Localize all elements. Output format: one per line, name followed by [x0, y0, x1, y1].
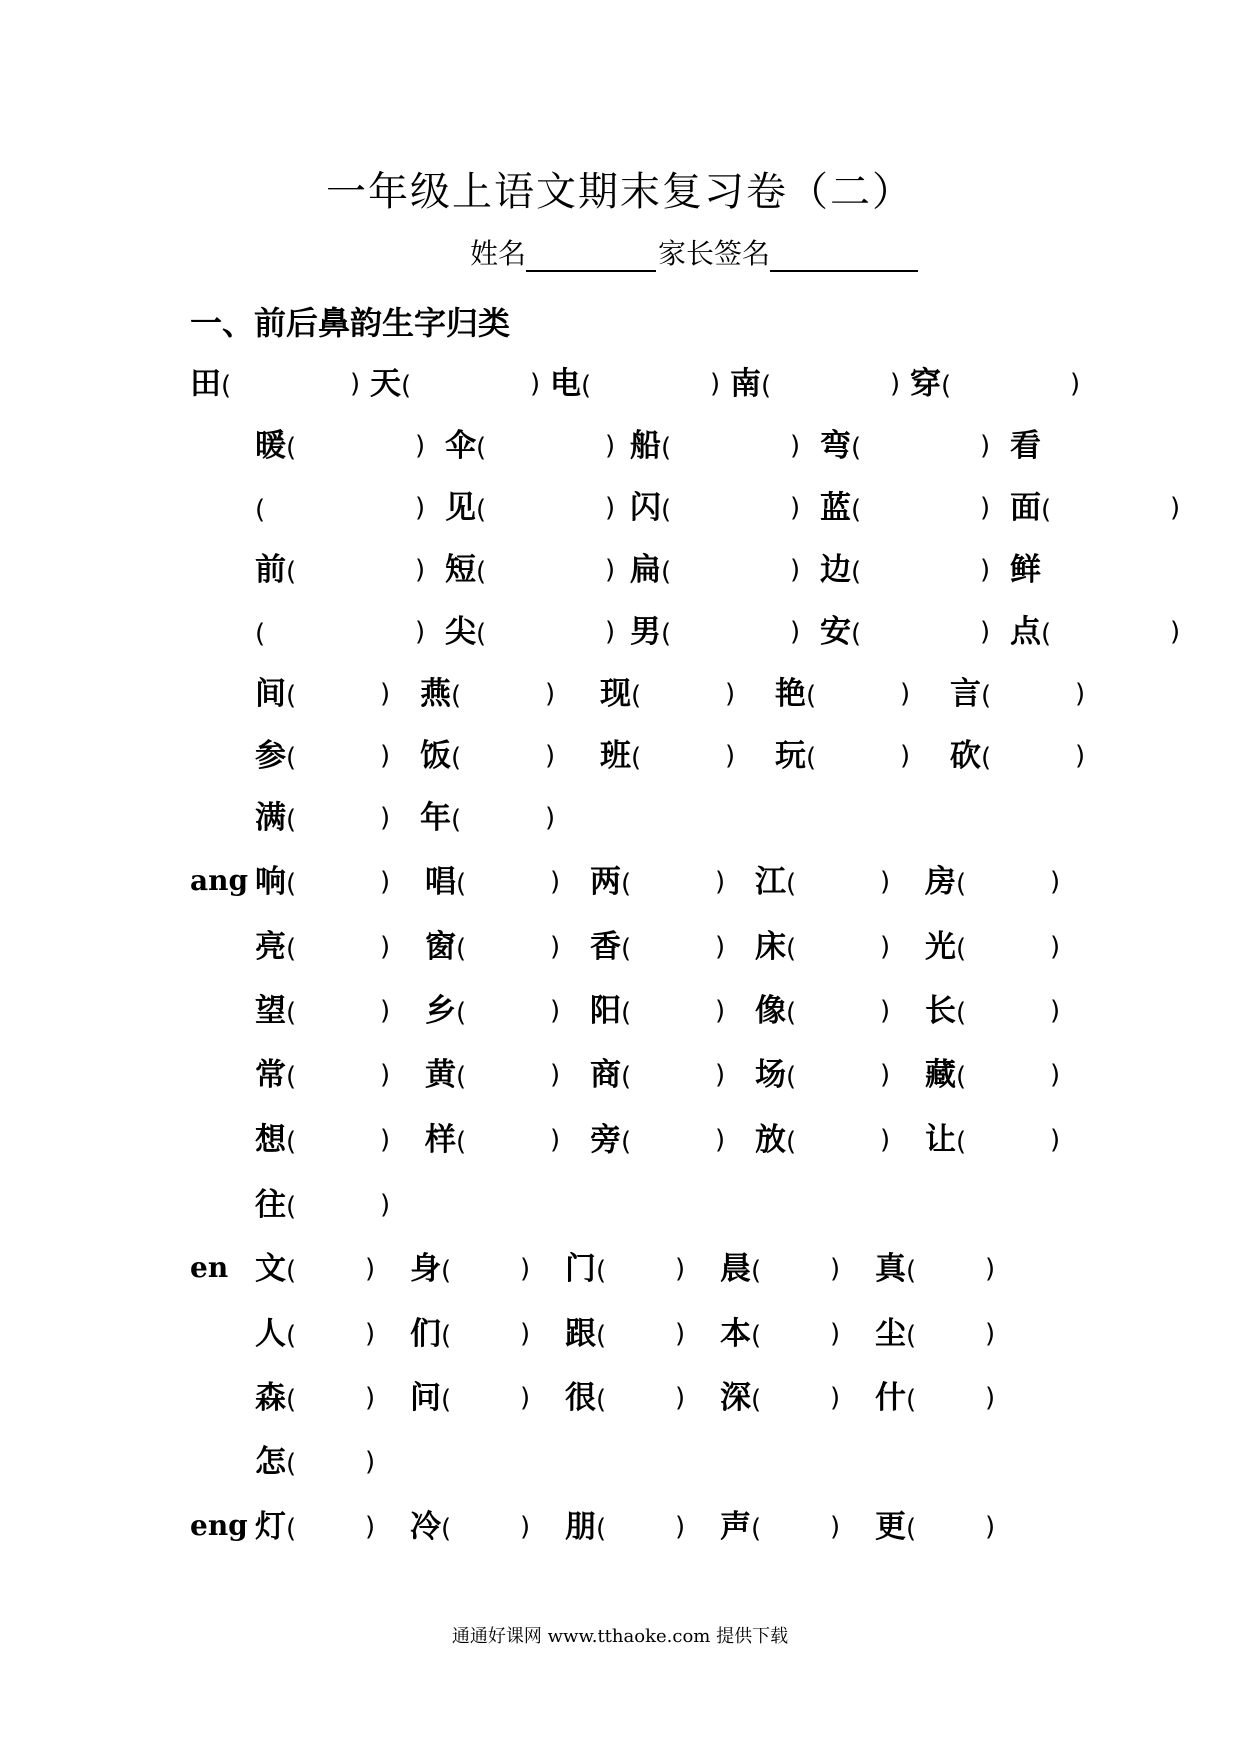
character: 黄 — [425, 1057, 456, 1093]
answer-blank-close: ) — [1170, 617, 1181, 647]
answer-blank-close: ) — [980, 431, 991, 461]
answer-blank-close: ) — [980, 555, 991, 585]
character-blank-item[interactable]: 常( — [255, 1057, 297, 1093]
character: 望 — [255, 993, 286, 1029]
character-blank-item[interactable]: 前( — [255, 552, 297, 588]
answer-blank-close: ) — [1050, 932, 1061, 962]
character-blank-item[interactable]: 房( — [925, 864, 967, 900]
answer-blank-close: ) — [715, 996, 726, 1026]
character: 长 — [925, 993, 956, 1029]
character: 乡 — [425, 993, 456, 1029]
answer-blank-close: ) — [790, 617, 801, 647]
answer-blank-close: ) — [1075, 679, 1086, 709]
answer-blank-close: ) — [900, 679, 911, 709]
answer-blank-close: ) — [545, 679, 556, 709]
answer-blank-close: ) — [725, 679, 736, 709]
character-blank-item[interactable]: 场( — [755, 1057, 797, 1093]
character: 言 — [950, 676, 981, 712]
character-blank-item[interactable]: 朋( — [565, 1509, 607, 1545]
character: 深 — [720, 1380, 751, 1416]
character: 很 — [565, 1380, 596, 1416]
answer-blank-close: ) — [1170, 493, 1181, 523]
character: 亮 — [255, 929, 286, 965]
character-blank-item[interactable]: 参( — [255, 738, 297, 774]
character-blank-item[interactable]: 样( — [425, 1122, 467, 1158]
character-blank-item[interactable]: 本( — [720, 1316, 762, 1352]
character-blank-item[interactable]: 望( — [255, 993, 297, 1029]
character: 两 — [590, 864, 621, 900]
section-title: 一、前后鼻韵生字归类 — [190, 304, 511, 342]
character: 冷 — [410, 1509, 441, 1545]
character-blank-item[interactable]: 穿( — [910, 366, 952, 402]
character: 森 — [255, 1380, 286, 1416]
character-blank-item[interactable]: 阳( — [590, 993, 632, 1029]
character: 怎 — [255, 1444, 286, 1480]
character: 商 — [590, 1057, 621, 1093]
character: 参 — [255, 738, 286, 774]
character: 蓝 — [820, 490, 851, 526]
character-blank-item[interactable]: 现( — [600, 676, 642, 712]
character: 想 — [255, 1122, 286, 1158]
answer-blank-close: ) — [365, 1383, 376, 1413]
answer-blank-close: ) — [380, 1125, 391, 1155]
character: 燕 — [420, 676, 451, 712]
name-blank[interactable] — [526, 240, 656, 272]
character-blank-item[interactable]: 商( — [590, 1057, 632, 1093]
character-blank-item[interactable]: 响( — [255, 864, 297, 900]
character: 尘 — [875, 1316, 906, 1352]
character-blank-item[interactable]: 见( — [445, 490, 487, 526]
character-blank-item[interactable]: 边( — [820, 552, 862, 588]
character: 饭 — [420, 738, 451, 774]
answer-blank-close: ) — [675, 1319, 686, 1349]
character: 让 — [925, 1122, 956, 1158]
character-blank-item[interactable]: 深( — [720, 1380, 762, 1416]
character: 艳 — [775, 676, 806, 712]
answer-blank-close: ) — [715, 932, 726, 962]
answer-blank-close: ) — [675, 1254, 686, 1284]
character: 人 — [255, 1316, 286, 1352]
character: 放 — [755, 1122, 786, 1158]
answer-blank-close: ) — [520, 1254, 531, 1284]
character: 身 — [410, 1251, 441, 1287]
character: 问 — [410, 1380, 441, 1416]
character: 朋 — [565, 1509, 596, 1545]
answer-blank-close: ) — [985, 1319, 996, 1349]
answer-blank-close: ) — [530, 369, 541, 399]
character-blank-item[interactable]: 唱( — [425, 864, 467, 900]
answer-blank-close: ) — [880, 1060, 891, 1090]
character-blank-item[interactable]: 更( — [875, 1509, 917, 1545]
character-blank-item[interactable]: 蓝( — [820, 490, 862, 526]
character-blank-item[interactable]: 电( — [550, 366, 592, 402]
character: 本 — [720, 1316, 751, 1352]
answer-blank-close: ) — [980, 493, 991, 523]
answer-blank-close: ) — [365, 1447, 376, 1477]
answer-blank-close: ) — [380, 1060, 391, 1090]
character: 班 — [600, 738, 631, 774]
character: 样 — [425, 1122, 456, 1158]
name-signature-bar — [470, 232, 918, 272]
name-label: 姓名 — [470, 237, 527, 270]
answer-blank-close: ) — [880, 996, 891, 1026]
answer-blank-close: ) — [415, 555, 426, 585]
character: 南 — [730, 366, 761, 402]
answer-blank-close: ) — [675, 1383, 686, 1413]
character: 前 — [255, 552, 286, 588]
character-blank-item[interactable]: 声( — [720, 1509, 762, 1545]
answer-blank-close: ) — [380, 741, 391, 771]
answer-blank-close: ) — [1050, 867, 1061, 897]
character-blank-item[interactable]: 面( — [1010, 490, 1052, 526]
answer-blank-close: ) — [520, 1512, 531, 1542]
character: 门 — [565, 1251, 596, 1287]
character: 短 — [445, 552, 476, 588]
character-blank-item[interactable]: 点( — [1010, 614, 1052, 650]
character-blank-item[interactable]: ( — [255, 619, 266, 649]
answer-blank-close: ) — [545, 803, 556, 833]
answer-blank-close: ) — [545, 741, 556, 771]
character: 唱 — [425, 864, 456, 900]
character: 真 — [875, 1251, 906, 1287]
character-blank-item[interactable]: 两( — [590, 864, 632, 900]
character: 闪 — [630, 490, 661, 526]
character: 文 — [255, 1251, 286, 1287]
answer-blank-close: ) — [415, 431, 426, 461]
character: 年 — [420, 800, 451, 836]
rime-label: ang — [190, 864, 249, 897]
answer-blank-close: ) — [985, 1383, 996, 1413]
answer-blank-close: ) — [830, 1319, 841, 1349]
character-blank-item[interactable]: 尖( — [445, 614, 487, 650]
character-blank-item[interactable]: 天( — [370, 366, 412, 402]
answer-blank-close: ) — [890, 369, 901, 399]
answer-blank-close: ) — [550, 867, 561, 897]
character: 间 — [255, 676, 286, 712]
answer-blank-close: ) — [380, 1190, 391, 1220]
character-blank-item[interactable]: 文( — [255, 1251, 297, 1287]
character: 晨 — [720, 1251, 751, 1287]
character-blank-item[interactable]: 暖( — [255, 428, 297, 464]
character: 响 — [255, 864, 286, 900]
character: 安 — [820, 614, 851, 650]
answer-blank-close: ) — [550, 1125, 561, 1155]
answer-blank-close: ) — [380, 803, 391, 833]
answer-blank-close: ) — [605, 431, 616, 461]
character-blank-item[interactable]: 长( — [925, 993, 967, 1029]
character: 们 — [410, 1316, 441, 1352]
answer-blank-close: ) — [415, 493, 426, 523]
answer-blank-close: ) — [790, 493, 801, 523]
answer-blank-close: ) — [710, 369, 721, 399]
answer-blank-close: ) — [605, 493, 616, 523]
character-blank-item[interactable]: 弯( — [820, 428, 862, 464]
character-blank-item[interactable]: 什( — [875, 1380, 917, 1416]
answer-blank-close: ) — [985, 1512, 996, 1542]
answer-blank-close: ) — [380, 679, 391, 709]
character-blank-item[interactable]: 扁( — [630, 552, 672, 588]
answer-blank-close: ) — [350, 369, 361, 399]
character: 尖 — [445, 614, 476, 650]
character-blank-item[interactable]: 人( — [255, 1316, 297, 1352]
character-blank-item[interactable]: ( — [255, 495, 266, 525]
answer-blank-close: ) — [900, 741, 911, 771]
character-blank-item[interactable]: 藏( — [925, 1057, 967, 1093]
character-blank-item[interactable]: 让( — [925, 1122, 967, 1158]
character: 边 — [820, 552, 851, 588]
answer-blank-close: ) — [520, 1383, 531, 1413]
character: 常 — [255, 1057, 286, 1093]
character-blank-item[interactable]: 晨( — [720, 1251, 762, 1287]
footer: 通通好课网 www.tthaoke.com 提供下载 — [451, 1626, 789, 1647]
character: 男 — [630, 614, 661, 650]
answer-blank-close: ) — [790, 431, 801, 461]
character-blank-item[interactable]: 灯( — [255, 1509, 297, 1545]
answer-blank-close: ) — [365, 1512, 376, 1542]
parent-signature-blank[interactable] — [770, 240, 918, 272]
character: 电 — [550, 366, 581, 402]
character: 房 — [925, 864, 956, 900]
character-blank-item[interactable]: 饭( — [420, 738, 462, 774]
character-blank-item[interactable]: 满( — [255, 800, 297, 836]
answer-blank-close: ) — [605, 617, 616, 647]
character-blank-item[interactable]: 真( — [875, 1251, 917, 1287]
character-blank-item[interactable]: 冷( — [410, 1509, 452, 1545]
answer-blank-close: ) — [830, 1512, 841, 1542]
character-blank-item[interactable]: 南( — [730, 366, 772, 402]
character-blank-item[interactable]: 短( — [445, 552, 487, 588]
character: 阳 — [590, 993, 621, 1029]
answer-blank-close: ) — [1050, 1125, 1061, 1155]
character-blank-item[interactable]: 们( — [410, 1316, 452, 1352]
character-blank-item[interactable]: 男( — [630, 614, 672, 650]
character: 鲜 — [1010, 552, 1041, 588]
character: 天 — [370, 366, 401, 402]
character-blank-item[interactable]: 问( — [410, 1380, 452, 1416]
character: 更 — [875, 1509, 906, 1545]
character-blank-item[interactable]: 船( — [630, 428, 672, 464]
character-blank-item[interactable]: 窗( — [425, 929, 467, 965]
character-blank-item[interactable]: 江( — [755, 864, 797, 900]
character-blank-item[interactable]: 怎( — [255, 1444, 297, 1480]
answer-blank-close: ) — [605, 555, 616, 585]
character-blank-item[interactable]: 燕( — [420, 676, 462, 712]
character-blank-item[interactable]: 安( — [820, 614, 862, 650]
answer-blank-close: ) — [380, 867, 391, 897]
character: 点 — [1010, 614, 1041, 650]
character: 光 — [925, 929, 956, 965]
character-blank-item[interactable]: 跟( — [565, 1316, 607, 1352]
character-blank-item[interactable]: 放( — [755, 1122, 797, 1158]
character: 暖 — [255, 428, 286, 464]
character: 像 — [755, 993, 786, 1029]
answer-blank-close: ) — [415, 617, 426, 647]
character-blank-item[interactable]: 田( — [190, 366, 232, 402]
character: 见 — [445, 490, 476, 526]
answer-blank-close: ) — [380, 932, 391, 962]
character: 看 — [1010, 428, 1041, 464]
answer-blank-close: ) — [980, 617, 991, 647]
character: 旁 — [590, 1122, 621, 1158]
character: 现 — [600, 676, 631, 712]
answer-blank-close: ) — [715, 1060, 726, 1090]
character: 灯 — [255, 1509, 286, 1545]
answer-blank-close: ) — [380, 996, 391, 1026]
character-blank-item[interactable]: 年( — [420, 800, 462, 836]
character: 满 — [255, 800, 286, 836]
character: 江 — [755, 864, 786, 900]
answer-blank-close: ) — [880, 867, 891, 897]
character-blank-item[interactable]: 亮( — [255, 929, 297, 965]
character: 面 — [1010, 490, 1041, 526]
character-blank-item[interactable]: 黄( — [425, 1057, 467, 1093]
character-blank-item[interactable]: 像( — [755, 993, 797, 1029]
character: 船 — [630, 428, 661, 464]
rime-label: eng — [190, 1509, 248, 1542]
character: 弯 — [820, 428, 851, 464]
character-blank-item[interactable]: 床( — [755, 929, 797, 965]
answer-blank-close: ) — [520, 1319, 531, 1349]
answer-blank-close: ) — [830, 1383, 841, 1413]
character: 田 — [190, 366, 221, 402]
character-blank-item[interactable]: 很( — [565, 1380, 607, 1416]
character-blank-item[interactable]: 乡( — [425, 993, 467, 1029]
character: 跟 — [565, 1316, 596, 1352]
answer-blank-close: ) — [1050, 1060, 1061, 1090]
answer-blank-close: ) — [1075, 741, 1086, 771]
answer-blank-close: ) — [725, 741, 736, 771]
character-blank-item[interactable]: 砍( — [950, 738, 992, 774]
answer-blank-close: ) — [365, 1319, 376, 1349]
character-blank-item[interactable]: 光( — [925, 929, 967, 965]
character: 场 — [755, 1057, 786, 1093]
character: 香 — [590, 929, 621, 965]
character: 砍 — [950, 738, 981, 774]
answer-blank-close: ) — [365, 1254, 376, 1284]
character-blank-item[interactable]: 香( — [590, 929, 632, 965]
character-blank-item[interactable]: 玩( — [775, 738, 817, 774]
answer-blank-close: ) — [790, 555, 801, 585]
character-blank-item[interactable]: 间( — [255, 676, 297, 712]
character-blank-item[interactable] — [1010, 424, 1041, 468]
parent-signature-label: 家长签名 — [658, 237, 771, 270]
character-blank-item[interactable]: 闪( — [630, 490, 672, 526]
rime-label: en — [190, 1251, 229, 1284]
character-blank-item[interactable]: 森( — [255, 1380, 297, 1416]
character: 窗 — [425, 929, 456, 965]
character-blank-item[interactable] — [1010, 548, 1041, 592]
character-blank-item[interactable]: 旁( — [590, 1122, 632, 1158]
answer-blank-close: ) — [880, 932, 891, 962]
answer-blank-close: ) — [715, 1125, 726, 1155]
page-title: 一年级上语文期末复习卷（二） — [326, 169, 914, 215]
character-blank-item[interactable]: 门( — [565, 1251, 607, 1287]
answer-blank-close: ) — [1050, 996, 1061, 1026]
character: 什 — [875, 1380, 906, 1416]
answer-blank-close: ) — [550, 1060, 561, 1090]
character: 声 — [720, 1509, 751, 1545]
character: 玩 — [775, 738, 806, 774]
character-blank-item[interactable]: 身( — [410, 1251, 452, 1287]
answer-blank-close: ) — [715, 867, 726, 897]
answer-blank-close: ) — [985, 1254, 996, 1284]
character-blank-item[interactable]: 往( — [255, 1187, 297, 1223]
character-blank-item[interactable]: 言( — [950, 676, 992, 712]
answer-blank-close: ) — [880, 1125, 891, 1155]
character-blank-item[interactable]: 想( — [255, 1122, 297, 1158]
answer-blank-close: ) — [830, 1254, 841, 1284]
answer-blank-close: ) — [675, 1512, 686, 1542]
character-blank-item[interactable]: 班( — [600, 738, 642, 774]
character-blank-item[interactable]: 艳( — [775, 676, 817, 712]
answer-blank-close: ) — [1070, 369, 1081, 399]
character-blank-item[interactable]: 尘( — [875, 1316, 917, 1352]
answer-blank-close: ) — [550, 932, 561, 962]
character: 伞 — [445, 428, 476, 464]
answer-blank-close: ) — [550, 996, 561, 1026]
character: 穿 — [910, 366, 941, 402]
character-blank-item[interactable]: 伞( — [445, 428, 487, 464]
character: 床 — [755, 929, 786, 965]
character: 藏 — [925, 1057, 956, 1093]
character: 往 — [255, 1187, 286, 1223]
character: 扁 — [630, 552, 661, 588]
